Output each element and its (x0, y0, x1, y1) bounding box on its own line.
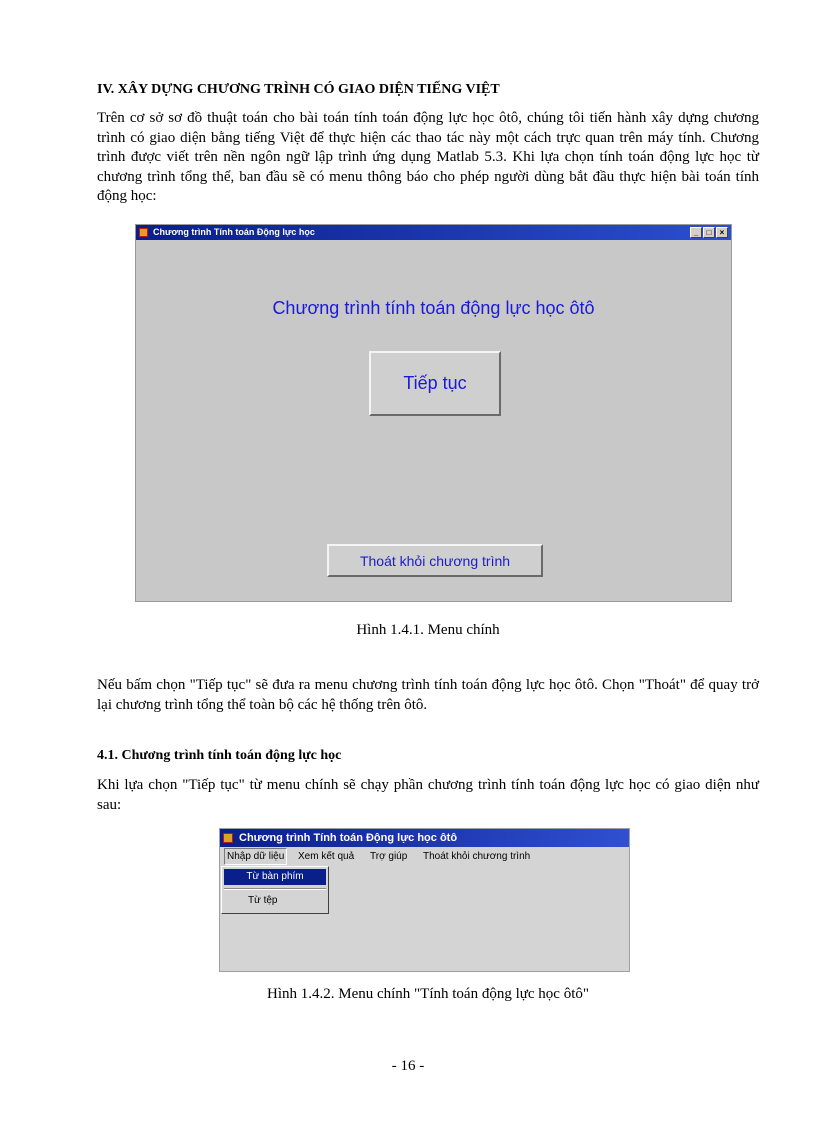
continue-button[interactable]: Tiếp tục (369, 351, 501, 416)
figure1-caption: Hình 1.4.1. Menu chính (356, 622, 500, 638)
window-titlebar (136, 225, 731, 240)
maximize-icon[interactable]: □ (703, 227, 715, 238)
dynamics-window (219, 828, 630, 972)
menu-thoat[interactable]: Thoát khỏi chương trình (423, 851, 531, 862)
minimize-icon[interactable]: _ (690, 227, 702, 238)
menu-nhap-du-lieu[interactable]: Nhập dữ liệu (224, 848, 287, 865)
section-heading: IV. XÂY DỰNG CHƯƠNG TRÌNH CÓ GIAO DIỆN TIẾNG VIỆT (97, 82, 500, 97)
menu-bar (220, 847, 629, 866)
exit-program-button[interactable]: Thoát khỏi chương trình (327, 544, 543, 577)
matlab-app-icon (223, 833, 233, 843)
explanation-paragraph: Nếu bấm chọn "Tiếp tục" sẽ đưa ra menu chương trình tính toán động lực học ôtô. Chọn "Thoát" để quay trở lại chương trình tổng thể toàn bộ các hệ thống trên ôtô. (97, 677, 759, 713)
subsection-heading: 4.1. Chương trình tính toán động lực học (97, 748, 342, 763)
program-title: Chương trình tính toán động lực học ôtô (272, 298, 595, 318)
subsection-paragraph: Khi lựa chọn "Tiếp tục" từ menu chính sẽ chạy phần chương trình tính toán động lực học có giao diện như sau: (97, 777, 759, 813)
menu-xem-ket-qua[interactable]: Xem kết quả (298, 851, 355, 862)
figure2-caption: Hình 1.4.2. Menu chính "Tính toán động lực học ôtô" (266, 986, 589, 1002)
menu-tro-giup[interactable]: Trợ giúp (370, 851, 408, 862)
dropdown-separator (224, 888, 326, 890)
page-number: - 16 - (391, 1058, 425, 1074)
window-titlebar (220, 829, 629, 847)
data-input-dropdown (221, 866, 329, 914)
matlab-app-icon (139, 228, 148, 237)
intro-paragraph: Trên cơ sở sơ đồ thuật toán cho bài toán tính toán động lực học ôtô, chúng tôi tiến hành xây dựng chương trình có giao diện bằng tiếng Việt để thực hiện các thao tác này một cách trực quan trên máy tính. Chương trình được viết trên nền ngôn ngữ lập trình ứng dụng Matlab 5.3. Khi lựa chọn tính toán động lực học từ chương trình tổng thể, ban đầu sẽ có menu thông báo cho phép người dùng bắt đầu thực hiện bài toán tính động học: (97, 110, 759, 204)
window-title: Chương trình Tính toán Động lực học ôtô (239, 832, 458, 844)
dropdown-item-file[interactable]: Từ tệp (248, 895, 278, 906)
close-icon[interactable]: × (716, 227, 728, 238)
window-title: Chương trình Tính toán Động lực học (153, 227, 315, 237)
dropdown-item-keyboard[interactable]: Từ bàn phím (224, 869, 326, 885)
main-menu-window (135, 224, 732, 602)
